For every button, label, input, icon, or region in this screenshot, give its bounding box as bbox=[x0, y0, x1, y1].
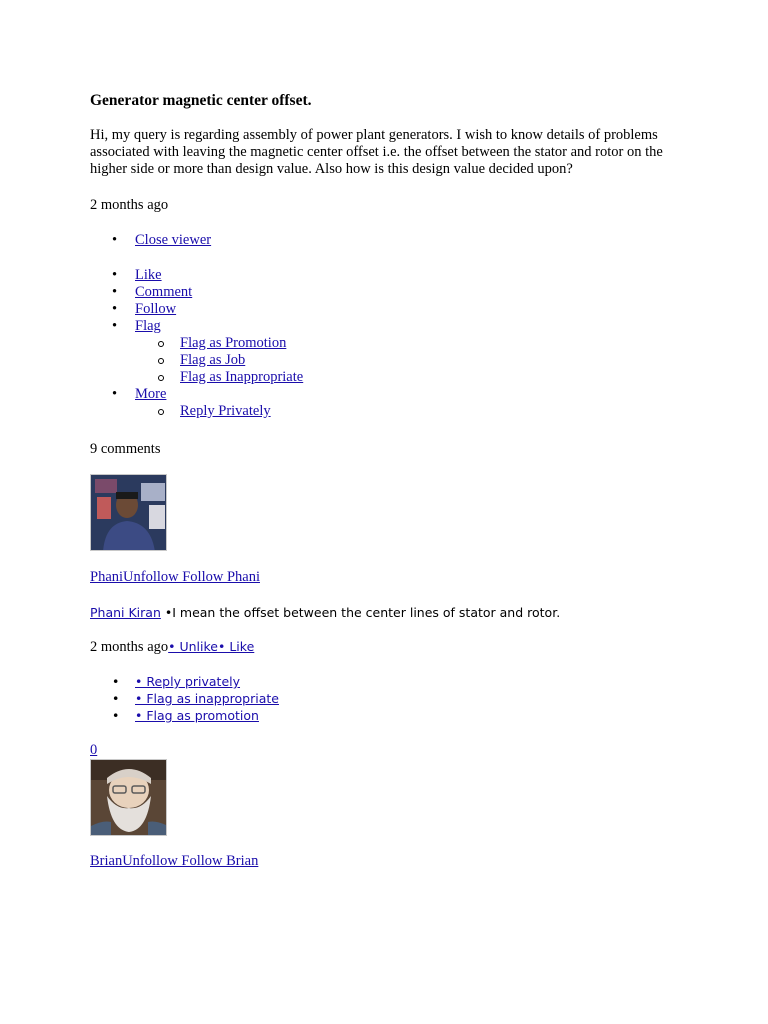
more-submenu bbox=[135, 403, 303, 420]
close-viewer-link[interactable]: Close viewer bbox=[135, 232, 212, 248]
flag-link[interactable]: Flag bbox=[135, 318, 161, 334]
comment-menu bbox=[90, 673, 279, 724]
unlike-link[interactable]: • Unlike bbox=[168, 639, 218, 654]
comment-menu-item bbox=[90, 707, 279, 724]
action-item-like bbox=[90, 267, 303, 284]
comment-author-link[interactable]: PhaniUnfollow Follow Phani bbox=[90, 569, 260, 585]
more-link[interactable]: More bbox=[135, 386, 167, 402]
commenter-avatar[interactable] bbox=[90, 759, 167, 836]
person-avatar-icon bbox=[91, 475, 167, 551]
follow-link[interactable]: Follow bbox=[135, 301, 177, 317]
comments-count: 9 comments bbox=[90, 441, 161, 457]
post-body: Hi, my query is regarding assembly of power plant generators. I wish to know details of problems associated with leaving the magnetic center offset i.e. the offset between the stator and rotor on the higher side or more than design value. Also how is this design value decided upon? bbox=[90, 127, 663, 177]
flag-as-job-link[interactable]: Flag as Job bbox=[180, 352, 246, 368]
comment-flag-promotion-link[interactable]: • Flag as promotion bbox=[135, 708, 259, 723]
more-submenu-item bbox=[90, 403, 303, 420]
comment-meta bbox=[90, 638, 254, 656]
like-link[interactable]: Like bbox=[135, 267, 162, 283]
reply-privately-link[interactable]: Reply Privately bbox=[180, 403, 271, 419]
comment-author-line bbox=[90, 569, 260, 586]
flag-submenu bbox=[135, 335, 303, 386]
comment-link[interactable]: Comment bbox=[135, 284, 193, 300]
action-item-flag bbox=[90, 318, 303, 386]
flag-submenu-item bbox=[90, 335, 303, 352]
comment-like-count-line bbox=[90, 742, 97, 759]
comment-flag-inappropriate-link[interactable]: • Flag as inappropriate bbox=[135, 691, 279, 706]
viewer-menu-item bbox=[90, 232, 211, 249]
comment-like-count[interactable]: 0 bbox=[90, 742, 98, 758]
action-item-follow bbox=[90, 301, 303, 318]
comment-menu-item bbox=[90, 690, 279, 707]
action-item-comment bbox=[90, 284, 303, 301]
comment-body bbox=[90, 604, 560, 621]
comment-like-link[interactable]: • Like bbox=[218, 639, 255, 654]
post-actions-menu bbox=[90, 267, 303, 420]
comment-menu-item bbox=[90, 673, 279, 690]
viewer-menu bbox=[90, 232, 211, 249]
comment-author-line bbox=[90, 853, 258, 870]
flag-as-promotion-link[interactable]: Flag as Promotion bbox=[180, 335, 287, 351]
commenter-avatar[interactable] bbox=[90, 474, 167, 551]
post-timestamp: 2 months ago bbox=[90, 197, 169, 213]
action-item-more bbox=[90, 386, 303, 420]
comment-text: •I mean the offset between the center lines of stator and rotor. bbox=[160, 605, 561, 620]
flag-as-inappropriate-link[interactable]: Flag as Inappropriate bbox=[180, 369, 304, 385]
flag-submenu-item bbox=[90, 352, 303, 369]
comment-reply-privately-link[interactable]: • Reply privately bbox=[135, 674, 241, 689]
flag-submenu-item bbox=[90, 369, 303, 386]
comment-author-link[interactable]: BrianUnfollow Follow Brian bbox=[90, 853, 259, 869]
post-title: Generator magnetic center offset. bbox=[90, 92, 312, 109]
comment-timestamp: 2 months ago bbox=[90, 639, 169, 655]
person-avatar-icon bbox=[91, 760, 167, 836]
comment-author-name-link[interactable]: Phani Kiran bbox=[90, 605, 161, 620]
